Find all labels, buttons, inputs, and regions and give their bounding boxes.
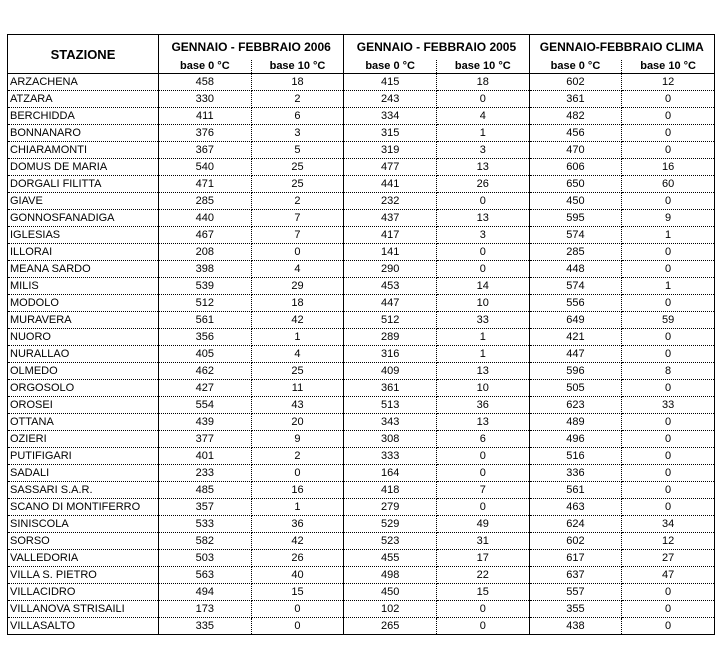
station-name-cell: ILLORAI	[8, 244, 159, 261]
base10-2005-cell: 0	[436, 193, 529, 210]
table-row	[8, 176, 715, 193]
base0-2005-cell: 315	[344, 125, 437, 142]
base0-2005-cell: 316	[344, 346, 437, 363]
table-row	[8, 91, 715, 108]
station-name-cell: CHIARAMONTI	[8, 142, 159, 159]
base0-2005-cell: 334	[344, 108, 437, 125]
table-row	[8, 159, 715, 176]
base0-2006-cell: 357	[159, 499, 252, 516]
base10-clima-cell: 60	[622, 176, 715, 193]
station-name-cell: ARZACHENA	[8, 74, 159, 91]
station-name-cell: GONNOSFANADIGA	[8, 210, 159, 227]
base10-2006-cell: 0	[251, 618, 344, 635]
table-row	[8, 142, 715, 159]
base10-2006-cell: 15	[251, 584, 344, 601]
station-name-cell: BONNANARO	[8, 125, 159, 142]
table-row	[8, 397, 715, 414]
base0-2006-cell: 533	[159, 516, 252, 533]
subheader-base0-2005: base 0 °C	[344, 60, 437, 74]
base10-clima-cell: 0	[622, 499, 715, 516]
base0-2005-cell: 102	[344, 601, 437, 618]
base0-2006-cell: 330	[159, 91, 252, 108]
station-name-cell: IGLESIAS	[8, 227, 159, 244]
base0-2005-cell: 308	[344, 431, 437, 448]
base10-2005-cell: 1	[436, 125, 529, 142]
base0-clima-cell: 361	[529, 91, 622, 108]
base10-2005-cell: 31	[436, 533, 529, 550]
base0-2006-cell: 540	[159, 159, 252, 176]
base10-2005-cell: 14	[436, 278, 529, 295]
base10-2005-cell: 33	[436, 312, 529, 329]
base10-clima-cell: 0	[622, 414, 715, 431]
base0-clima-cell: 637	[529, 567, 622, 584]
base10-clima-cell: 0	[622, 601, 715, 618]
base10-2006-cell: 43	[251, 397, 344, 414]
station-name-cell: GIAVE	[8, 193, 159, 210]
base0-clima-cell: 561	[529, 482, 622, 499]
base10-clima-cell: 0	[622, 465, 715, 482]
base10-2005-cell: 0	[436, 601, 529, 618]
base10-2006-cell: 42	[251, 533, 344, 550]
base10-2006-cell: 11	[251, 380, 344, 397]
station-name-cell: NURALLAO	[8, 346, 159, 363]
base10-clima-cell: 9	[622, 210, 715, 227]
table-row	[8, 295, 715, 312]
base0-2005-cell: 243	[344, 91, 437, 108]
table-row	[8, 567, 715, 584]
table-row	[8, 516, 715, 533]
base10-2005-cell: 13	[436, 414, 529, 431]
table-row	[8, 261, 715, 278]
base10-2005-cell: 3	[436, 142, 529, 159]
base10-clima-cell: 0	[622, 584, 715, 601]
base10-clima-cell: 0	[622, 125, 715, 142]
base10-clima-cell: 0	[622, 142, 715, 159]
base0-2005-cell: 141	[344, 244, 437, 261]
base0-2006-cell: 485	[159, 482, 252, 499]
base0-2006-cell: 356	[159, 329, 252, 346]
base10-2005-cell: 10	[436, 295, 529, 312]
base10-clima-cell: 0	[622, 244, 715, 261]
base0-2006-cell: 208	[159, 244, 252, 261]
base10-2006-cell: 2	[251, 193, 344, 210]
base10-2005-cell: 13	[436, 363, 529, 380]
base0-2005-cell: 164	[344, 465, 437, 482]
table-row	[8, 601, 715, 618]
base0-clima-cell: 355	[529, 601, 622, 618]
base0-clima-cell: 606	[529, 159, 622, 176]
base0-2005-cell: 523	[344, 533, 437, 550]
base10-2005-cell: 26	[436, 176, 529, 193]
base10-2006-cell: 2	[251, 91, 344, 108]
base10-clima-cell: 0	[622, 448, 715, 465]
table-row	[8, 329, 715, 346]
base0-clima-cell: 556	[529, 295, 622, 312]
table-row	[8, 465, 715, 482]
base10-2005-cell: 10	[436, 380, 529, 397]
base10-2006-cell: 25	[251, 159, 344, 176]
station-name-cell: ATZARA	[8, 91, 159, 108]
base0-2005-cell: 441	[344, 176, 437, 193]
base0-2005-cell: 447	[344, 295, 437, 312]
base10-clima-cell: 0	[622, 482, 715, 499]
base10-2006-cell: 6	[251, 108, 344, 125]
base0-2005-cell: 477	[344, 159, 437, 176]
base10-2005-cell: 36	[436, 397, 529, 414]
base10-2006-cell: 7	[251, 227, 344, 244]
station-name-cell: SASSARI S.A.R.	[8, 482, 159, 499]
station-name-cell: DORGALI FILITTA	[8, 176, 159, 193]
base0-2005-cell: 409	[344, 363, 437, 380]
base0-2005-cell: 232	[344, 193, 437, 210]
base0-2005-cell: 279	[344, 499, 437, 516]
base10-2006-cell: 1	[251, 329, 344, 346]
station-name-cell: SORSO	[8, 533, 159, 550]
base0-2005-cell: 415	[344, 74, 437, 91]
base0-2006-cell: 173	[159, 601, 252, 618]
base0-2006-cell: 582	[159, 533, 252, 550]
subheader-base10-2005: base 10 °C	[436, 60, 529, 74]
base10-clima-cell: 59	[622, 312, 715, 329]
table-row	[8, 125, 715, 142]
base10-clima-cell: 27	[622, 550, 715, 567]
base0-2006-cell: 554	[159, 397, 252, 414]
base10-2005-cell: 6	[436, 431, 529, 448]
table-row	[8, 584, 715, 601]
group-header-2006: GENNAIO - FEBBRAIO 2006	[159, 35, 344, 60]
base0-2006-cell: 427	[159, 380, 252, 397]
table-row	[8, 499, 715, 516]
base0-2005-cell: 333	[344, 448, 437, 465]
base10-2005-cell: 13	[436, 159, 529, 176]
subheader-base0-clima: base 0 °C	[529, 60, 622, 74]
base10-clima-cell: 0	[622, 346, 715, 363]
base0-2006-cell: 563	[159, 567, 252, 584]
base0-2005-cell: 437	[344, 210, 437, 227]
base10-clima-cell: 34	[622, 516, 715, 533]
base0-clima-cell: 602	[529, 74, 622, 91]
base0-2005-cell: 418	[344, 482, 437, 499]
base0-2005-cell: 417	[344, 227, 437, 244]
base10-clima-cell: 1	[622, 278, 715, 295]
base0-2006-cell: 376	[159, 125, 252, 142]
base0-clima-cell: 450	[529, 193, 622, 210]
base0-2006-cell: 561	[159, 312, 252, 329]
base0-2006-cell: 335	[159, 618, 252, 635]
base0-2006-cell: 467	[159, 227, 252, 244]
base10-2006-cell: 0	[251, 244, 344, 261]
base0-clima-cell: 456	[529, 125, 622, 142]
base10-2005-cell: 4	[436, 108, 529, 125]
base10-2006-cell: 16	[251, 482, 344, 499]
base10-2006-cell: 25	[251, 363, 344, 380]
base10-clima-cell: 1	[622, 227, 715, 244]
base10-2006-cell: 25	[251, 176, 344, 193]
base10-2006-cell: 20	[251, 414, 344, 431]
base10-2005-cell: 18	[436, 74, 529, 91]
base0-2005-cell: 512	[344, 312, 437, 329]
base0-clima-cell: 336	[529, 465, 622, 482]
station-name-cell: OLMEDO	[8, 363, 159, 380]
subheader-base10-clima: base 10 °C	[622, 60, 715, 74]
base10-clima-cell: 0	[622, 618, 715, 635]
table-row	[8, 482, 715, 499]
base0-clima-cell: 505	[529, 380, 622, 397]
base10-clima-cell: 0	[622, 380, 715, 397]
base0-2005-cell: 453	[344, 278, 437, 295]
base0-2006-cell: 377	[159, 431, 252, 448]
base0-clima-cell: 421	[529, 329, 622, 346]
base0-2006-cell: 440	[159, 210, 252, 227]
base10-2005-cell: 3	[436, 227, 529, 244]
station-column-header: STAZIONE	[8, 35, 159, 74]
base10-2006-cell: 1	[251, 499, 344, 516]
base0-2006-cell: 405	[159, 346, 252, 363]
base10-clima-cell: 0	[622, 91, 715, 108]
base10-clima-cell: 0	[622, 193, 715, 210]
base0-2006-cell: 233	[159, 465, 252, 482]
table-body	[8, 74, 715, 635]
station-name-cell: SCANO DI MONTIFERRO	[8, 499, 159, 516]
base10-clima-cell: 0	[622, 261, 715, 278]
base0-clima-cell: 602	[529, 533, 622, 550]
table-row	[8, 380, 715, 397]
base0-clima-cell: 470	[529, 142, 622, 159]
base10-2006-cell: 29	[251, 278, 344, 295]
base10-2006-cell: 2	[251, 448, 344, 465]
base0-clima-cell: 574	[529, 278, 622, 295]
base10-clima-cell: 16	[622, 159, 715, 176]
base10-2005-cell: 1	[436, 346, 529, 363]
table-row	[8, 278, 715, 295]
base10-2005-cell: 15	[436, 584, 529, 601]
station-name-cell: NUORO	[8, 329, 159, 346]
station-name-cell: SINISCOLA	[8, 516, 159, 533]
base0-clima-cell: 489	[529, 414, 622, 431]
base0-2006-cell: 411	[159, 108, 252, 125]
station-name-cell: SADALI	[8, 465, 159, 482]
base0-2005-cell: 265	[344, 618, 437, 635]
subheader-base0-2006: base 0 °C	[159, 60, 252, 74]
base0-clima-cell: 482	[529, 108, 622, 125]
base10-2005-cell: 0	[436, 244, 529, 261]
base10-2006-cell: 0	[251, 465, 344, 482]
base0-2006-cell: 539	[159, 278, 252, 295]
base10-2005-cell: 1	[436, 329, 529, 346]
base10-2005-cell: 0	[436, 91, 529, 108]
base0-2006-cell: 503	[159, 550, 252, 567]
station-name-cell: VILLASALTO	[8, 618, 159, 635]
base0-clima-cell: 623	[529, 397, 622, 414]
base10-2005-cell: 0	[436, 618, 529, 635]
base0-clima-cell: 448	[529, 261, 622, 278]
base10-clima-cell: 8	[622, 363, 715, 380]
station-name-cell: MURAVERA	[8, 312, 159, 329]
table-row	[8, 363, 715, 380]
base0-clima-cell: 596	[529, 363, 622, 380]
base0-clima-cell: 285	[529, 244, 622, 261]
base10-clima-cell: 12	[622, 74, 715, 91]
base10-2006-cell: 26	[251, 550, 344, 567]
station-name-cell: OROSEI	[8, 397, 159, 414]
base10-2006-cell: 18	[251, 74, 344, 91]
station-name-cell: MODOLO	[8, 295, 159, 312]
table-row	[8, 193, 715, 210]
station-name-cell: MEANA SARDO	[8, 261, 159, 278]
station-name-cell: VILLA S. PIETRO	[8, 567, 159, 584]
base10-2006-cell: 0	[251, 601, 344, 618]
base10-2005-cell: 0	[436, 499, 529, 516]
table-row	[8, 210, 715, 227]
base10-2006-cell: 18	[251, 295, 344, 312]
base0-2005-cell: 343	[344, 414, 437, 431]
table-row	[8, 244, 715, 261]
base0-2006-cell: 512	[159, 295, 252, 312]
base10-2006-cell: 4	[251, 346, 344, 363]
base0-clima-cell: 650	[529, 176, 622, 193]
station-name-cell: VILLANOVA STRISAILI	[8, 601, 159, 618]
station-name-cell: VILLACIDRO	[8, 584, 159, 601]
station-name-cell: ORGOSOLO	[8, 380, 159, 397]
station-name-cell: OZIERI	[8, 431, 159, 448]
station-name-cell: PUTIFIGARI	[8, 448, 159, 465]
base10-clima-cell: 0	[622, 329, 715, 346]
base10-clima-cell: 12	[622, 533, 715, 550]
base10-2005-cell: 0	[436, 261, 529, 278]
base10-2005-cell: 7	[436, 482, 529, 499]
base0-clima-cell: 463	[529, 499, 622, 516]
base0-clima-cell: 516	[529, 448, 622, 465]
station-name-cell: DOMUS DE MARIA	[8, 159, 159, 176]
base10-2006-cell: 40	[251, 567, 344, 584]
base0-2006-cell: 494	[159, 584, 252, 601]
base10-2005-cell: 49	[436, 516, 529, 533]
base10-2005-cell: 0	[436, 465, 529, 482]
table-row	[8, 346, 715, 363]
table-row	[8, 414, 715, 431]
base0-2005-cell: 319	[344, 142, 437, 159]
table-row	[8, 227, 715, 244]
table-row	[8, 448, 715, 465]
table-row	[8, 618, 715, 635]
base0-2006-cell: 458	[159, 74, 252, 91]
base10-clima-cell: 0	[622, 295, 715, 312]
base0-clima-cell: 649	[529, 312, 622, 329]
base0-clima-cell: 438	[529, 618, 622, 635]
station-name-cell: BERCHIDDA	[8, 108, 159, 125]
base0-clima-cell: 617	[529, 550, 622, 567]
base0-2005-cell: 450	[344, 584, 437, 601]
base0-2005-cell: 361	[344, 380, 437, 397]
base0-2006-cell: 439	[159, 414, 252, 431]
table-row	[8, 550, 715, 567]
base0-2005-cell: 513	[344, 397, 437, 414]
base0-2005-cell: 498	[344, 567, 437, 584]
base10-2006-cell: 9	[251, 431, 344, 448]
station-name-cell: MILIS	[8, 278, 159, 295]
base0-clima-cell: 557	[529, 584, 622, 601]
table-row	[8, 108, 715, 125]
base0-2005-cell: 290	[344, 261, 437, 278]
base0-2006-cell: 285	[159, 193, 252, 210]
base10-2006-cell: 4	[251, 261, 344, 278]
base10-2006-cell: 42	[251, 312, 344, 329]
base10-2006-cell: 5	[251, 142, 344, 159]
table-row	[8, 431, 715, 448]
base10-2006-cell: 36	[251, 516, 344, 533]
base0-clima-cell: 595	[529, 210, 622, 227]
base10-clima-cell: 47	[622, 567, 715, 584]
group-header-2005: GENNAIO - FEBBRAIO 2005	[344, 35, 529, 60]
base0-2006-cell: 471	[159, 176, 252, 193]
base0-2006-cell: 398	[159, 261, 252, 278]
base0-2006-cell: 367	[159, 142, 252, 159]
degree-days-table	[7, 34, 715, 635]
base0-clima-cell: 447	[529, 346, 622, 363]
base0-clima-cell: 574	[529, 227, 622, 244]
table-row	[8, 533, 715, 550]
table-row	[8, 74, 715, 91]
base10-2006-cell: 7	[251, 210, 344, 227]
base10-clima-cell: 0	[622, 431, 715, 448]
base10-2005-cell: 22	[436, 567, 529, 584]
base10-2005-cell: 0	[436, 448, 529, 465]
base10-2005-cell: 17	[436, 550, 529, 567]
base0-2006-cell: 462	[159, 363, 252, 380]
base0-2006-cell: 401	[159, 448, 252, 465]
subheader-base10-2006: base 10 °C	[251, 60, 344, 74]
base10-2006-cell: 3	[251, 125, 344, 142]
base0-clima-cell: 624	[529, 516, 622, 533]
base0-2005-cell: 289	[344, 329, 437, 346]
base10-clima-cell: 0	[622, 108, 715, 125]
table-row	[8, 312, 715, 329]
base0-2005-cell: 529	[344, 516, 437, 533]
base10-2005-cell: 13	[436, 210, 529, 227]
station-name-cell: OTTANA	[8, 414, 159, 431]
base0-clima-cell: 496	[529, 431, 622, 448]
base0-2005-cell: 455	[344, 550, 437, 567]
station-name-cell: VALLEDORIA	[8, 550, 159, 567]
group-header-clima: GENNAIO-FEBBRAIO CLIMA	[529, 35, 714, 60]
base10-clima-cell: 33	[622, 397, 715, 414]
